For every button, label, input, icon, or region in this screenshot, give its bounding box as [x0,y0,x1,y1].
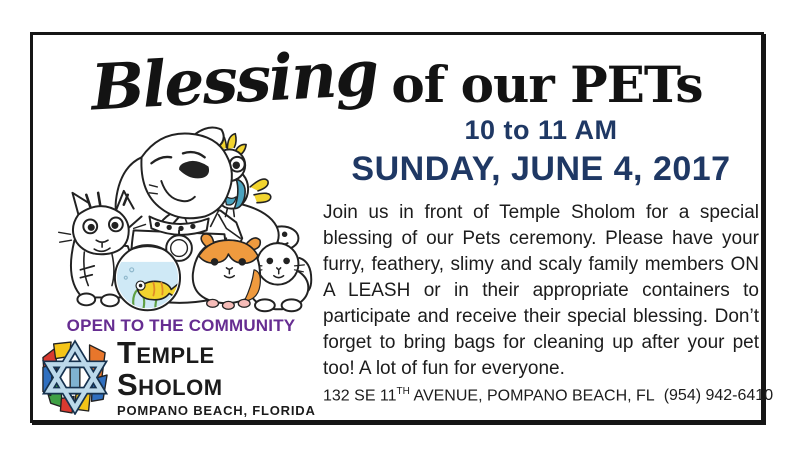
event-date: SUNDAY, JUNE 4, 2017 [351,150,731,188]
address-street-prefix: 132 SE 11 [323,387,397,405]
community-banner: OPEN TO THE COMMUNITY [66,316,296,335]
title-script-word: Blessing [89,35,380,125]
address-line [323,386,774,405]
address-street-suffix: AVENUE, POMPANO BEACH, FL [409,387,655,405]
address-ordinal: TH [396,386,410,397]
org-name: Temple Sholom [117,334,223,402]
title-rest: of our PETs [391,55,703,114]
temple-sholom-logo [41,334,329,418]
logo-text [117,334,329,418]
phone-number: (954) 942-6410 [663,387,774,405]
event-details [323,115,759,382]
event-description: Join us in front of Temple Sholom for a special blessing of our Pets ceremony. Please have your furry, feathery, slimy and scaly family members ON A LEASH or in their appropriate containers to participate and receive their special blessing. Don’t forget to bring bags for cleaning up after your pet too! A lot of fun for everyone. [323,202,759,379]
event-time: 10 to 11 AM [464,115,618,145]
fishbowl-icon [115,245,181,310]
page-title [33,35,761,125]
org-location: POMPANO BEACH, FLORIDA [117,402,316,418]
pets-illustration [35,121,331,315]
star-of-david-icon [41,339,109,415]
flyer-card [30,32,774,423]
